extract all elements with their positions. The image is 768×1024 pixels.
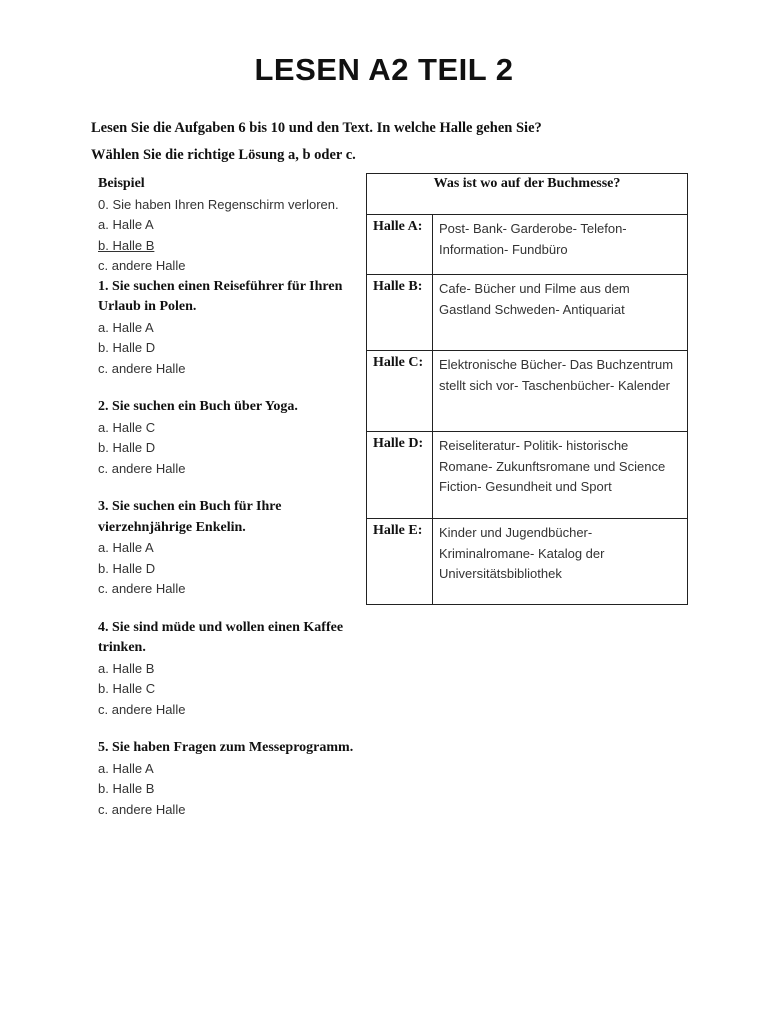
question-text: 1. Sie suchen einen Reiseführer für Ihren Urlaub in Polen. [98, 278, 343, 314]
answer-option: c. andere Halle [98, 801, 186, 817]
answer-option: b. Halle B [98, 781, 155, 796]
hall-name: Halle C: [367, 351, 433, 432]
example-heading: Beispiel [98, 176, 145, 191]
question-text: 5. Sie haben Fragen zum Messeprogramm. [98, 740, 354, 755]
question-text: 2. Sie suchen ein Buch über Yoga. [98, 399, 298, 414]
hall-table [366, 173, 688, 605]
instruction-text: Wählen Sie die richtige Lösung a, b oder c. [91, 147, 356, 163]
hall-name: Halle E: [367, 519, 433, 605]
answer-option: b. Halle D [98, 340, 156, 355]
question-item [98, 277, 358, 380]
answer-option: c. andere Halle [98, 460, 186, 476]
question-item [98, 497, 358, 600]
answer-option: c. andere Halle [98, 360, 186, 376]
example-block [98, 174, 358, 277]
question-list [98, 174, 358, 820]
answer-option: b. Halle D [98, 440, 156, 455]
answer-option: b. Halle C [98, 681, 156, 696]
table-row [367, 351, 688, 432]
table-row [367, 215, 688, 275]
question-text: 3. Sie suchen ein Buch für Ihre vierzehnjährige Enkelin. [98, 499, 282, 535]
question-text: 4. Sie sind müde und wollen einen Kaffee trinken. [98, 619, 344, 655]
hall-content: Post- Bank- Garderobe- Telefon- Information- Fundbüro [433, 215, 688, 275]
hall-name: Halle D: [367, 432, 433, 519]
table-header: Was ist wo auf der Buchmesse? [367, 174, 688, 215]
table-header-row [367, 174, 688, 215]
example-option-correct: b. Halle B [98, 237, 155, 253]
hall-content: Kinder und Jugendbücher- Kriminalromane- Katalog der Universitätsbibliothek [433, 519, 688, 605]
page-title: LESEN A2 TEIL 2 [254, 52, 514, 87]
table-row [367, 432, 688, 519]
answer-option: a. Halle B [98, 660, 155, 676]
question-item [98, 397, 358, 479]
answer-option: b. Halle D [98, 560, 156, 576]
table-row [367, 519, 688, 605]
hall-content: Reiseliteratur- Politik- historische Romane- Zukunftsromane und Science Fiction- Gesundheit und Sport [433, 432, 688, 519]
question-item [98, 618, 358, 721]
answer-option: a. Halle A [98, 760, 154, 776]
example-option: a. Halle A [98, 217, 154, 232]
answer-option: a. Halle A [98, 319, 154, 335]
table-row [367, 275, 688, 351]
hall-name: Halle B: [367, 275, 433, 351]
question-item [98, 738, 358, 820]
hall-content: Elektronische Bücher- Das Buchzentrum stellt sich vor- Taschenbücher- Kalender [433, 351, 688, 432]
answer-option: c. andere Halle [98, 581, 186, 596]
hall-content: Cafe- Bücher und Filme aus dem Gastland Schweden- Antiquariat [433, 275, 688, 351]
hall-name: Halle A: [367, 215, 433, 275]
example-question: 0. Sie haben Ihren Regenschirm verloren. [98, 196, 339, 212]
answer-option: c. andere Halle [98, 701, 186, 717]
example-option: c. andere Halle [98, 258, 186, 273]
answer-option: a. Halle A [98, 540, 154, 555]
instruction-text: Lesen Sie die Aufgaben 6 bis 10 und den Text. In welche Halle gehen Sie? [91, 120, 542, 136]
answer-option: a. Halle C [98, 419, 156, 435]
